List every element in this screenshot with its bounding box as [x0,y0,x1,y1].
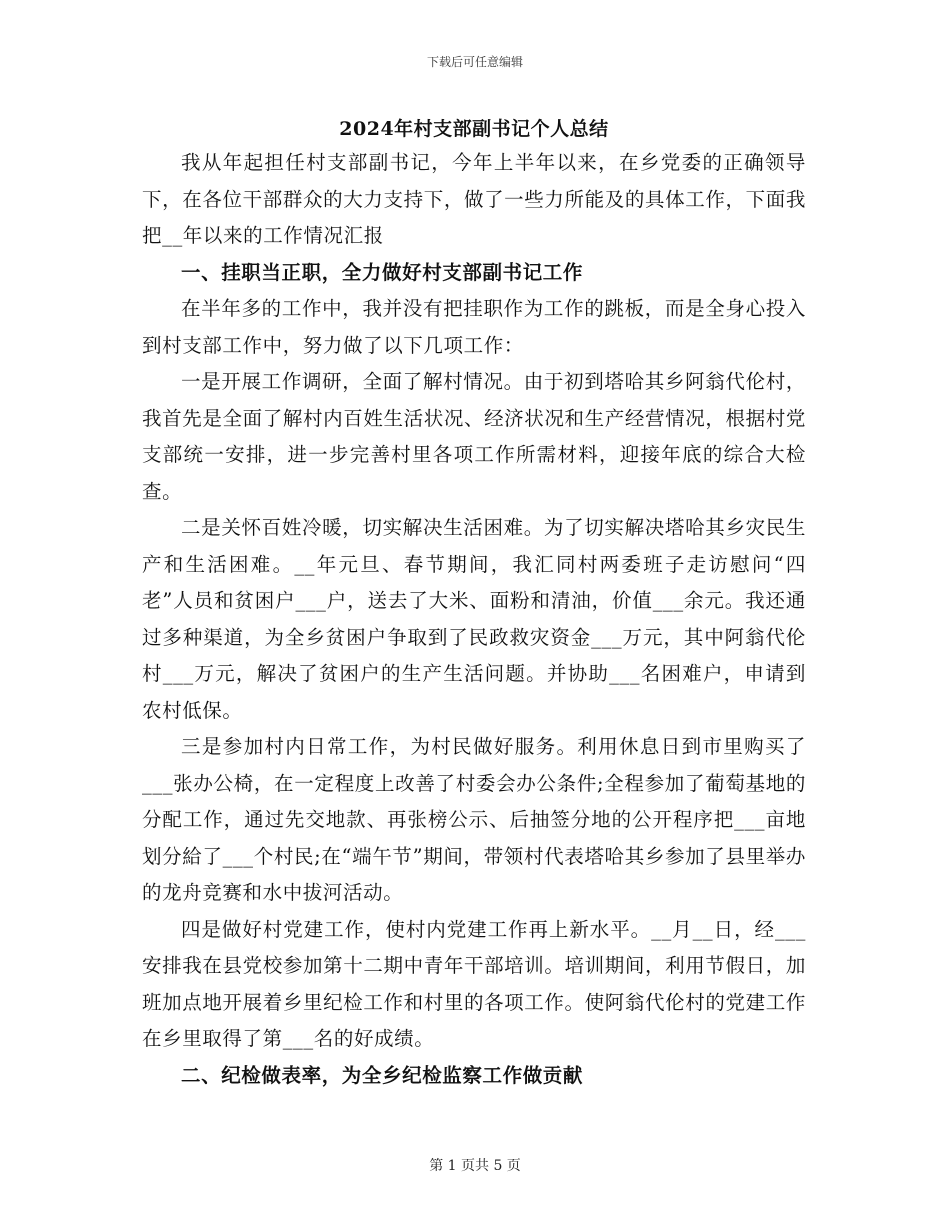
document-title: 2024年村支部副书记个人总结 [339,118,609,140]
paragraph-item-1: 一是开展工作调研，全面了解村情况。由于初到塔哈其乡阿翁代伦村，我首先是全面了解村内百姓生活状况、经济状况和生产经营情况，根据村党支部统一安排，进一步完善村里各项工作所需材料，迎接年底的综合大检查。 [142,370,806,503]
header-note: 下载后可任意编辑 [426,55,523,69]
document-body [142,113,806,1094]
paragraph-item-2: 二是关怀百姓冷暖，切实解决生活困难。为了切实解决塔哈其乡灾民生产和生活困难。__年元旦、春节期间，我汇同村两委班子走访慰问“四老”人员和贫困户___户，送去了大米、面粉和清油，价值___余元。我还通过多种渠道，为全乡贫困户争取到了民政救灾资金___万元，其中阿翁代伦村___万元，解决了贫困户的生产生活问题。并协助___名困难户，申请到农村低保。 [142,516,806,722]
section-heading-2: 二、纪检做表率，为全乡纪检监察工作做贡献 [181,1063,584,1087]
paragraph-intro: 我从年起担任村支部副书记，今年上半年以来，在乡党委的正确领导下，在各位干部群众的大力支持下，做了一些力所能及的具体工作，下面我把__年以来的工作情况汇报 [142,151,806,247]
paragraph-section1-intro: 在半年多的工作中，我并没有把挂职作为工作的跳板，而是全身心投入到村支部工作中，努力做了以下几项工作： [142,297,806,357]
paragraph-item-3: 三是参加村内日常工作，为村民做好服务。利用休息日到市里购买了___张办公椅，在一定程度上改善了村委会办公条件;全程参加了葡萄基地的分配工作，通过先交地款、再张榜公示、后抽签分地的公开程序把___亩地划分給了___个村民;在“端午节”期间，带领村代表塔哈其乡参加了县里举办的龙舟竞赛和水中拔河活动。 [142,735,806,904]
section-heading-1: 一、挂职当正职，全力做好村支部副书记工作 [181,260,584,284]
paragraph-item-4: 四是做好村党建工作，使村内党建工作再上新水平。__月__日，经___安排我在县党校参加第十二期中青年干部培训。培训期间，利用节假日，加班加点地开展着乡里纪检工作和村里的各项工作。使阿翁代伦村的党建工作在乡里取得了第___名的好成绩。 [142,917,806,1050]
page-footer: 第 1 页共 5 页 [429,1158,521,1174]
